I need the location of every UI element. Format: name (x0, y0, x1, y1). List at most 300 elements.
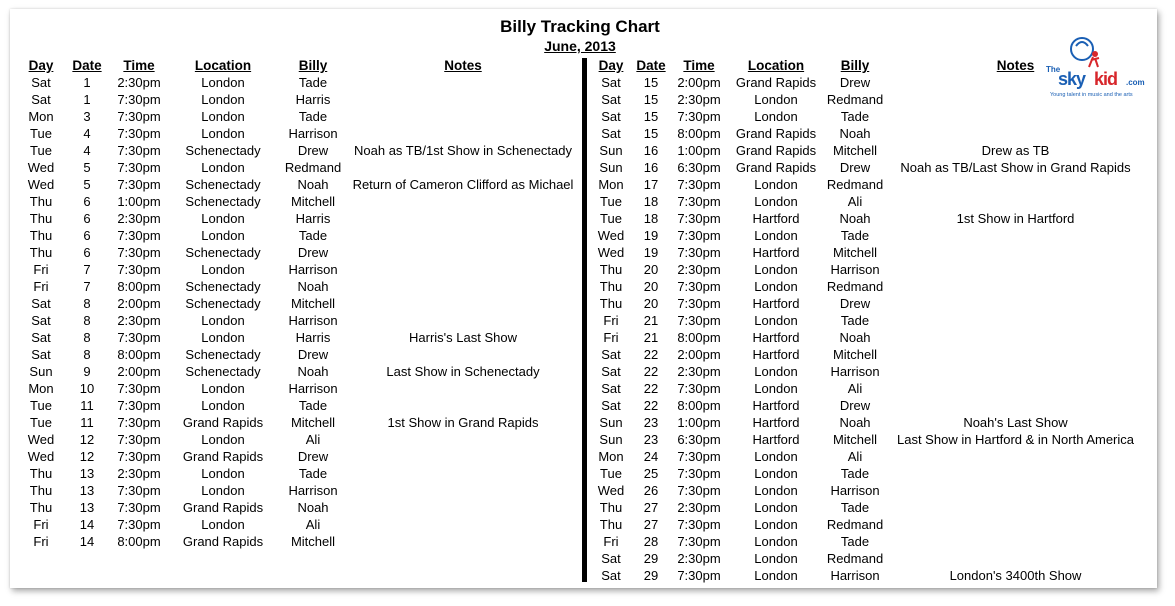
cell-time: 1:00pm (677, 415, 721, 430)
cell-day: Fri (603, 534, 619, 549)
cell-billy: Tade (840, 500, 870, 515)
cell-time: 7:30pm (677, 517, 721, 532)
table-row (592, 363, 1147, 380)
cell-notes (884, 533, 1147, 550)
cell-location: Schenectady (185, 245, 261, 260)
cell-billy: Mitchell (290, 194, 336, 209)
cell-time: 7:30pm (677, 534, 721, 549)
cell-notes: Last Show in Schenectady (386, 364, 540, 379)
header-time: Time (123, 58, 155, 73)
cell-date: 15 (643, 109, 659, 124)
cell-time: 7:30pm (117, 245, 161, 260)
cell-location: London (754, 568, 798, 583)
cell-billy: Mitchell (832, 143, 878, 158)
cell-notes (884, 397, 1147, 414)
cell-day: Mon (598, 449, 624, 464)
cell-billy: Ali (847, 449, 863, 464)
cell-day: Thu (599, 262, 623, 277)
table-row (592, 312, 1147, 329)
table-row (18, 176, 578, 193)
cell-billy: Harrison (830, 364, 880, 379)
cell-date: 15 (643, 92, 659, 107)
cell-date: 23 (643, 415, 659, 430)
cell-time: 7:30pm (677, 211, 721, 226)
cell-notes (884, 329, 1147, 346)
cell-billy: Mitchell (290, 296, 336, 311)
cell-date: 21 (643, 313, 659, 328)
cell-time: 7:30pm (117, 381, 161, 396)
cell-time: 1:00pm (117, 194, 161, 209)
cell-date: 22 (643, 347, 659, 362)
cell-day: Thu (29, 228, 53, 243)
cell-billy: Tade (298, 228, 328, 243)
cell-notes (884, 193, 1147, 210)
cell-billy: Harris (295, 211, 331, 226)
header-date: Date (636, 58, 666, 73)
column-divider (582, 58, 587, 582)
cell-date: 27 (643, 500, 659, 515)
table-row (18, 278, 578, 295)
cell-notes (884, 346, 1147, 363)
cell-day: Tue (600, 211, 622, 226)
cell-location: Schenectady (185, 279, 261, 294)
cell-billy: Drew (297, 143, 329, 158)
table-row (592, 516, 1147, 533)
cell-location: London (754, 551, 798, 566)
cell-date: 1 (83, 92, 91, 107)
cell-billy: Harrison (288, 126, 338, 141)
table-row (592, 482, 1147, 499)
cell-location: London (754, 279, 798, 294)
cell-date: 26 (643, 483, 659, 498)
table-row (18, 397, 578, 414)
cell-date: 10 (79, 381, 95, 396)
cell-date: 11 (80, 398, 94, 413)
cell-billy: Tade (298, 75, 328, 90)
cell-day: Sun (599, 415, 623, 430)
cell-notes (884, 363, 1147, 380)
header-notes: Notes (444, 58, 482, 73)
table-row (18, 295, 578, 312)
logo-sky: sky (1058, 69, 1086, 89)
table-row (592, 159, 1147, 176)
cell-date: 12 (79, 449, 95, 464)
cell-location: London (754, 313, 798, 328)
cell-billy: Redmand (826, 279, 884, 294)
cell-location: Grand Rapids (182, 500, 264, 515)
cell-location: Hartford (752, 296, 800, 311)
table-row (18, 261, 578, 278)
cell-date: 1 (83, 75, 91, 90)
table-row (18, 465, 578, 482)
cell-location: London (754, 449, 798, 464)
cell-notes (348, 261, 578, 278)
cell-notes (884, 295, 1147, 312)
cell-notes: Noah as TB/1st Show in Schenectady (354, 143, 572, 158)
cell-location: Grand Rapids (182, 534, 264, 549)
cell-billy: Ali (847, 194, 863, 209)
cell-date: 4 (83, 126, 91, 141)
table-row (592, 346, 1147, 363)
cell-time: 8:00pm (677, 398, 721, 413)
cell-time: 7:30pm (677, 483, 721, 498)
cell-location: Hartford (752, 432, 800, 447)
cell-day: Fri (33, 279, 49, 294)
cell-day: Sat (601, 381, 621, 396)
cell-day: Mon (28, 381, 54, 396)
cell-time: 7:30pm (677, 466, 721, 481)
cell-billy: Mitchell (290, 415, 336, 430)
cell-date: 20 (643, 296, 659, 311)
cell-time: 7:30pm (117, 228, 161, 243)
cell-notes (884, 74, 1147, 91)
cell-day: Thu (29, 483, 53, 498)
cell-billy: Mitchell (290, 534, 336, 549)
cell-location: London (201, 262, 245, 277)
cell-date: 14 (79, 534, 95, 549)
table-row (592, 499, 1147, 516)
cell-notes (348, 312, 578, 329)
cell-notes: Harris's Last Show (409, 330, 517, 345)
cell-location: London (754, 177, 798, 192)
header-date: Date (72, 58, 102, 73)
cell-notes (348, 295, 578, 312)
cell-date: 25 (643, 466, 659, 481)
cell-date: 16 (643, 160, 659, 175)
cell-day: Thu (29, 466, 53, 481)
cell-day: Sat (601, 551, 621, 566)
cell-location: London (754, 483, 798, 498)
cell-billy: Noah (839, 415, 871, 430)
cell-notes (348, 227, 578, 244)
cell-day: Wed (597, 245, 625, 260)
cell-time: 8:00pm (117, 279, 161, 294)
schedule-table-right (592, 57, 1147, 584)
table-row (18, 448, 578, 465)
cell-notes (348, 193, 578, 210)
cell-billy: Harrison (830, 262, 880, 277)
cell-time: 2:30pm (117, 75, 161, 90)
cell-time: 7:30pm (117, 109, 161, 124)
cell-notes (348, 91, 578, 108)
cell-date: 16 (643, 143, 659, 158)
table-row (592, 74, 1147, 91)
cell-day: Sat (601, 75, 621, 90)
cell-date: 29 (643, 568, 659, 583)
cell-notes (884, 227, 1147, 244)
table-row (592, 193, 1147, 210)
cell-time: 7:30pm (677, 109, 721, 124)
table-row (18, 210, 578, 227)
cell-day: Wed (27, 177, 55, 192)
cell-time: 7:30pm (677, 568, 721, 583)
cell-location: Grand Rapids (735, 126, 817, 141)
cell-location: London (754, 466, 798, 481)
cell-day: Sat (601, 347, 621, 362)
cell-notes (884, 261, 1147, 278)
table-row (592, 380, 1147, 397)
cell-date: 20 (643, 262, 659, 277)
cell-day: Tue (600, 194, 622, 209)
cell-day: Tue (600, 466, 622, 481)
cell-day: Thu (599, 517, 623, 532)
cell-billy: Harrison (288, 483, 338, 498)
cell-day: Fri (33, 262, 49, 277)
header-billy: Billy (840, 58, 870, 73)
cell-day: Tue (30, 415, 52, 430)
cell-location: Hartford (752, 330, 800, 345)
cell-day: Sun (599, 432, 623, 447)
header-time: Time (683, 58, 715, 73)
table-row (18, 74, 578, 91)
table-row (18, 414, 578, 431)
cell-date: 6 (83, 194, 91, 209)
cell-location: Schenectady (185, 296, 261, 311)
cell-day: Thu (599, 296, 623, 311)
table-row (18, 533, 578, 550)
cell-time: 7:30pm (117, 432, 161, 447)
table-row (18, 312, 578, 329)
cell-time: 7:30pm (677, 449, 721, 464)
cell-billy: Tade (840, 534, 870, 549)
page-subtitle: June, 2013 (544, 38, 616, 54)
cell-billy: Noah (297, 177, 329, 192)
document-page (10, 9, 1157, 588)
cell-notes (348, 108, 578, 125)
cell-billy: Harrison (830, 568, 880, 583)
cell-date: 5 (83, 160, 91, 175)
cell-notes (884, 312, 1147, 329)
cell-date: 7 (83, 279, 91, 294)
cell-location: Grand Rapids (735, 75, 817, 90)
cell-day: Thu (599, 500, 623, 515)
cell-time: 7:30pm (117, 449, 161, 464)
cell-location: Schenectady (185, 347, 261, 362)
cell-date: 27 (643, 517, 659, 532)
cell-location: London (201, 75, 245, 90)
cell-notes (884, 176, 1147, 193)
header-day: Day (28, 58, 54, 73)
cell-time: 2:00pm (677, 75, 721, 90)
cell-date: 15 (643, 75, 659, 90)
table-header-row (18, 57, 578, 74)
cell-billy: Drew (297, 449, 329, 464)
cell-date: 7 (83, 262, 91, 277)
cell-notes (348, 448, 578, 465)
cell-billy: Noah (297, 500, 329, 515)
cell-billy: Drew (839, 75, 871, 90)
cell-billy: Redmand (826, 177, 884, 192)
cell-location: Hartford (752, 347, 800, 362)
cell-billy: Tade (298, 398, 328, 413)
cell-day: Sat (31, 330, 51, 345)
cell-time: 7:30pm (677, 245, 721, 260)
cell-billy: Drew (839, 160, 871, 175)
cell-time: 7:30pm (117, 517, 161, 532)
cell-day: Fri (33, 517, 49, 532)
cell-location: Hartford (752, 415, 800, 430)
cell-billy: Tade (298, 466, 328, 481)
cell-notes (884, 499, 1147, 516)
table-row (592, 550, 1147, 567)
cell-location: London (754, 534, 798, 549)
cell-time: 6:30pm (677, 160, 721, 175)
cell-location: Schenectady (185, 364, 261, 379)
cell-time: 7:30pm (117, 92, 161, 107)
cell-date: 13 (79, 483, 95, 498)
cell-date: 11 (80, 415, 94, 430)
cell-billy: Tade (840, 109, 870, 124)
cell-time: 7:30pm (117, 415, 161, 430)
cell-location: London (754, 194, 798, 209)
cell-billy: Mitchell (832, 245, 878, 260)
table-row (592, 295, 1147, 312)
cell-date: 21 (643, 330, 659, 345)
cell-billy: Drew (839, 296, 871, 311)
table-row (592, 414, 1147, 431)
cell-date: 22 (643, 364, 659, 379)
cell-notes (348, 397, 578, 414)
cell-time: 2:00pm (117, 364, 161, 379)
cell-notes (884, 125, 1147, 142)
table-row (592, 465, 1147, 482)
cell-location: Schenectady (185, 177, 261, 192)
cell-date: 6 (83, 228, 91, 243)
cell-day: Fri (33, 534, 49, 549)
table-row (592, 533, 1147, 550)
cell-notes (348, 159, 578, 176)
cell-billy: Noah (297, 364, 329, 379)
cell-time: 8:00pm (117, 534, 161, 549)
cell-day: Thu (29, 194, 53, 209)
cell-location: London (754, 517, 798, 532)
cell-billy: Ali (305, 432, 321, 447)
cell-location: Grand Rapids (735, 160, 817, 175)
cell-billy: Noah (839, 330, 871, 345)
table-row (18, 482, 578, 499)
cell-date: 8 (83, 330, 91, 345)
cell-date: 6 (83, 245, 91, 260)
cell-date: 19 (643, 228, 659, 243)
cell-notes (348, 380, 578, 397)
cell-location: London (201, 160, 245, 175)
cell-billy: Noah (297, 279, 329, 294)
table-header-row (592, 57, 1147, 74)
cell-billy: Harrison (288, 262, 338, 277)
cell-day: Sun (29, 364, 53, 379)
table-row (18, 431, 578, 448)
cell-day: Sat (31, 92, 51, 107)
cell-time: 7:30pm (117, 262, 161, 277)
page-title: Billy Tracking Chart (500, 17, 660, 36)
cell-notes: Noah's Last Show (963, 415, 1068, 430)
cell-date: 17 (643, 177, 659, 192)
cell-notes (348, 244, 578, 261)
cell-time: 7:30pm (677, 279, 721, 294)
cell-notes: 1st Show in Grand Rapids (387, 415, 539, 430)
cell-location: Grand Rapids (182, 449, 264, 464)
cell-day: Tue (30, 126, 52, 141)
cell-notes (348, 74, 578, 91)
cell-notes (348, 278, 578, 295)
table-row (18, 159, 578, 176)
cell-time: 8:00pm (677, 126, 721, 141)
cell-notes: Last Show in Hartford & in North America (897, 432, 1134, 447)
cell-location: London (201, 211, 245, 226)
cell-location: London (201, 313, 245, 328)
cell-billy: Ali (847, 381, 863, 396)
cell-billy: Harris (295, 92, 331, 107)
logo-kid: kid (1094, 69, 1118, 89)
cell-day: Wed (27, 432, 55, 447)
table-row (592, 329, 1147, 346)
cell-date: 24 (643, 449, 659, 464)
header-location: Location (747, 58, 805, 73)
cell-date: 13 (79, 500, 95, 515)
cell-notes (884, 550, 1147, 567)
cell-notes (884, 108, 1147, 125)
cell-notes (348, 465, 578, 482)
cell-day: Sat (601, 364, 621, 379)
cell-day: Tue (30, 143, 52, 158)
cell-location: London (754, 262, 798, 277)
cell-date: 8 (83, 347, 91, 362)
cell-day: Mon (28, 109, 54, 124)
cell-day: Thu (599, 279, 623, 294)
cell-billy: Tade (840, 228, 870, 243)
cell-time: 2:30pm (677, 92, 721, 107)
header-billy: Billy (298, 58, 328, 73)
cell-day: Sat (601, 92, 621, 107)
cell-day: Sat (601, 398, 621, 413)
logo-tagline: Young talent in music and the arts (1050, 92, 1133, 98)
cell-time: 7:30pm (677, 313, 721, 328)
logo-the: The (1046, 65, 1061, 74)
table-row (592, 278, 1147, 295)
cell-day: Mon (598, 177, 624, 192)
cell-location: London (201, 432, 245, 447)
table-row (18, 329, 578, 346)
cell-notes: Return of Cameron Clifford as Michael (352, 177, 574, 192)
cell-notes (884, 516, 1147, 533)
cell-day: Sat (31, 313, 51, 328)
cell-billy: Mitchell (832, 432, 878, 447)
cell-location: London (201, 398, 245, 413)
cell-day: Wed (27, 160, 55, 175)
cell-billy: Drew (297, 245, 329, 260)
cell-date: 9 (83, 364, 91, 379)
cell-date: 5 (83, 177, 91, 192)
cell-billy: Harrison (288, 313, 338, 328)
cell-location: London (201, 466, 245, 481)
cell-location: London (201, 517, 245, 532)
cell-day: Thu (29, 211, 53, 226)
table-row (592, 142, 1147, 159)
cell-billy: Drew (297, 347, 329, 362)
schedule-table-left (18, 57, 578, 550)
table-row (18, 142, 578, 159)
cell-notes: Drew as TB (981, 143, 1050, 158)
cell-notes (884, 244, 1147, 261)
cell-time: 8:00pm (677, 330, 721, 345)
cell-day: Fri (603, 330, 619, 345)
cell-day: Thu (29, 500, 53, 515)
cell-time: 2:30pm (677, 551, 721, 566)
cell-date: 12 (79, 432, 95, 447)
cell-notes (348, 482, 578, 499)
logo-com: .com (1126, 78, 1145, 87)
cell-location: Grand Rapids (182, 415, 264, 430)
